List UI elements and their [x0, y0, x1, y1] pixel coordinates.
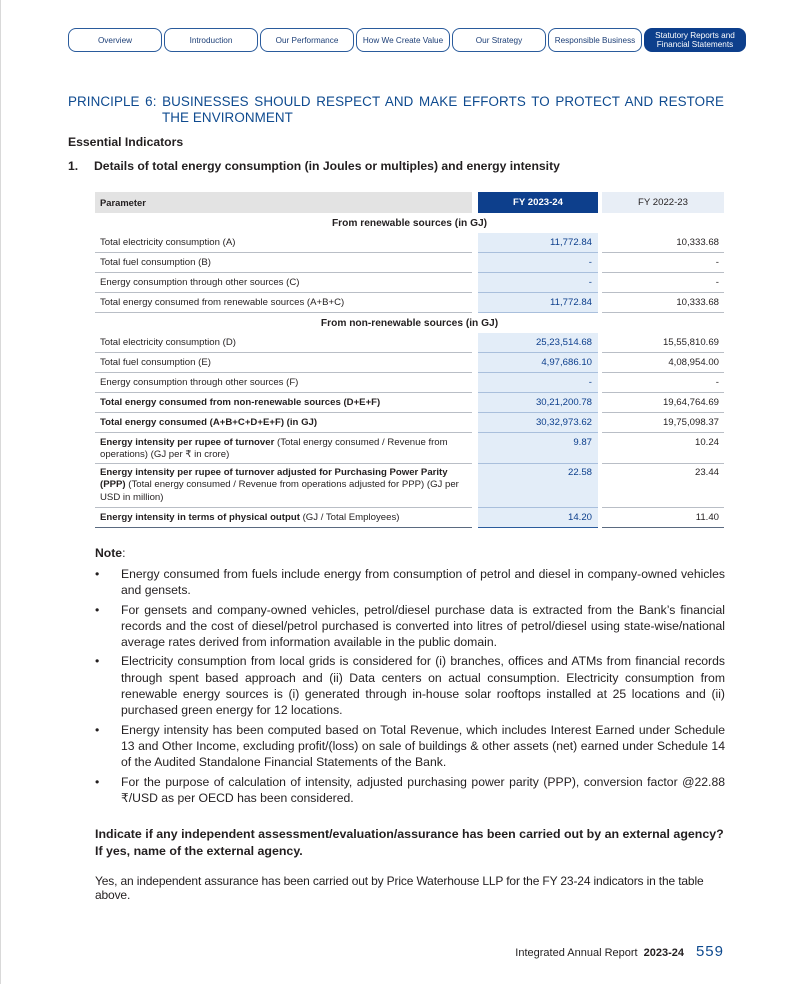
row-value-previous: 19,75,098.37: [602, 413, 724, 433]
table-row-intensity-turnover: [95, 433, 724, 464]
row-value-previous: 10,333.68: [602, 233, 724, 253]
table-row-total-nonrenewable: [95, 393, 724, 413]
footer-year: 2023-24: [643, 947, 684, 959]
table-row: [95, 233, 724, 253]
bullet-icon: •: [95, 602, 100, 617]
table-row: [95, 333, 724, 353]
list-item: [95, 602, 725, 651]
row-label: Energy consumption through other sources (F): [95, 373, 472, 393]
row-value-current: 11,772.84: [478, 293, 598, 313]
table-row: [95, 273, 724, 293]
row-label-rest: (Total energy consumed / Revenue from operations) (GJ per ₹ in crore): [100, 437, 448, 460]
row-label: Total fuel consumption (B): [95, 253, 472, 273]
principle-heading-line1: PRINCIPLE 6: BUSINESSES SHOULD RESPECT AND MAKE EFFORTS TO PROTECT AND RESTORE: [68, 94, 724, 109]
row-value-current: -: [478, 273, 598, 293]
bullet-icon: •: [95, 567, 100, 581]
row-value-previous: 19,64,764.69: [602, 393, 724, 413]
header-fy-previous: FY 2022-23: [602, 192, 724, 213]
footer-report-name: Integrated Annual Report: [515, 947, 638, 959]
section-nav: [68, 28, 735, 52]
question-2: Indicate if any independent assessment/evaluation/assurance has been carried out by an external agency? If yes, name of the external agency.: [95, 827, 724, 858]
row-value-current: -: [478, 253, 598, 273]
question-1-text: Details of total energy consumption (in Joules or multiples) and energy intensity: [94, 159, 560, 173]
note-heading-colon: :: [122, 546, 126, 560]
bullet-icon: •: [95, 774, 100, 789]
question-1-number: 1.: [68, 159, 79, 173]
row-label-rest: (GJ / Total Employees): [299, 512, 400, 523]
row-value-previous: -: [602, 373, 724, 393]
tab-statutory-reports[interactable]: Statutory Reports and Financial Statements: [644, 28, 746, 52]
principle-heading-line2: THE ENVIRONMENT: [162, 110, 293, 125]
row-label-bold: Energy intensity per rupee of turnover adjusted for Purchasing Power Parity (PPP): [100, 467, 448, 491]
row-value-previous: 15,55,810.69: [602, 333, 724, 353]
row-value-previous: 4,08,954.00: [602, 353, 724, 373]
row-label: [95, 464, 472, 508]
table-row-intensity-ppp: [95, 464, 724, 508]
row-label: Total energy consumed (A+B+C+D+E+F) (in GJ): [95, 413, 472, 433]
tab-our-strategy[interactable]: Our Strategy: [452, 28, 546, 52]
list-item: [95, 566, 725, 599]
row-value-current: 30,21,200.78: [478, 393, 598, 413]
row-label: Total fuel consumption (E): [95, 353, 472, 373]
tab-overview[interactable]: Overview: [68, 28, 162, 52]
row-value-current: 9.87: [478, 433, 598, 464]
section-title: Essential Indicators: [68, 135, 184, 149]
table-row: [95, 293, 724, 313]
row-value-current: 11,772.84: [478, 233, 598, 253]
page-edge: [0, 0, 1, 984]
note-text: Electricity consumption from local grids is considered for (i) branches, offices and ATMs from financial records through spent based approach and (ii) Data centers on actual consumption. Electricity consumption from renewable energy sources is (i) generated through in-house solar rooftops installed at 25 locations and (ii) purchased green energy for 12 locations.: [121, 654, 725, 718]
row-value-previous: -: [602, 273, 724, 293]
row-label-bold: Energy intensity per rupee of turnover: [100, 437, 275, 448]
notes-list: [95, 566, 725, 809]
row-label: Total electricity consumption (D): [95, 333, 472, 353]
row-value-previous: 23.44: [602, 464, 724, 508]
nonrenewable-heading: From non-renewable sources (in GJ): [320, 317, 499, 329]
answer-2: Yes, an independent assurance has been carried out by Price Waterhouse LLP for the FY 23-24 indicators in the table above.: [95, 874, 704, 902]
note-text: For gensets and company-owned vehicles, petrol/diesel purchase data is extracted from the Bank’s financial records and the cost of diesel/petrol purchased is converted into litres of petrol/diesel using state-wise/national average rates derived from information available in the public domain.: [121, 602, 725, 650]
nonrenewable-heading-row: [95, 313, 724, 333]
row-label: Total energy consumed from renewable sources (A+B+C): [95, 293, 472, 313]
row-value-current: 4,97,686.10: [478, 353, 598, 373]
note-text: For the purpose of calculation of intensity, adjusted purchasing power parity (PPP), conversion factor @22.88 ₹/USD as per OECD has been considered.: [121, 774, 725, 805]
row-label: Energy consumption through other sources (C): [95, 273, 472, 293]
row-label-bold: Energy intensity in terms of physical output: [100, 512, 300, 523]
energy-table: [95, 192, 724, 528]
list-item: [95, 774, 725, 807]
row-value-previous: 10,333.68: [602, 293, 724, 313]
row-value-previous: -: [602, 253, 724, 273]
note-text: Energy consumed from fuels include energy from consumption of petrol and diesel in company-owned vehicles and gensets.: [121, 567, 725, 598]
principle-heading: [68, 94, 724, 126]
row-label: [95, 433, 472, 464]
table-row: [95, 373, 724, 393]
bullet-icon: •: [95, 654, 100, 669]
note-heading-text: Note: [95, 546, 123, 560]
list-item: [95, 722, 725, 771]
page-footer: [515, 943, 724, 960]
question-1: [68, 159, 560, 173]
row-value-previous: 10.24: [602, 433, 724, 464]
row-value-current: 22.58: [478, 464, 598, 508]
page-number: 559: [695, 943, 724, 960]
note-text: Energy intensity has been computed based on Total Revenue, which includes Interest Earned under Schedule 13 and Other Income, excluding profit/(loss) on sale of buildings & other assets (net) earned under Schedule 14 of the Audited Standalone Financial Statements of the Bank.: [121, 722, 725, 770]
renewable-heading: From renewable sources (in GJ): [331, 217, 488, 229]
renewable-heading-row: [95, 213, 724, 233]
tab-how-we-create-value[interactable]: How We Create Value: [356, 28, 450, 52]
row-value-previous: 11.40: [602, 508, 724, 528]
note-heading: [95, 546, 125, 560]
row-label: Total energy consumed from non-renewable sources (D+E+F): [95, 393, 472, 413]
table-row-total-energy: [95, 413, 724, 433]
table-row: [95, 353, 724, 373]
row-label-rest: (Total energy consumed / Revenue from operations adjusted for PPP) (GJ per USD in million): [100, 479, 459, 503]
tab-responsible-business[interactable]: Responsible Business: [548, 28, 642, 52]
row-value-current: 14.20: [478, 508, 598, 528]
table-row: [95, 253, 724, 273]
table-header-row: [95, 192, 724, 213]
row-value-current: -: [478, 373, 598, 393]
row-label: Total electricity consumption (A): [95, 233, 472, 253]
row-value-current: 30,32,973.62: [478, 413, 598, 433]
row-value-current: 25,23,514.68: [478, 333, 598, 353]
row-label: [95, 508, 472, 528]
list-item: [95, 653, 725, 718]
header-parameter: Parameter: [95, 192, 472, 213]
table-row-intensity-physical: [95, 508, 724, 528]
tab-introduction[interactable]: Introduction: [164, 28, 258, 52]
tab-our-performance[interactable]: Our Performance: [260, 28, 354, 52]
bullet-icon: •: [95, 722, 100, 737]
header-fy-current: FY 2023-24: [478, 192, 598, 213]
